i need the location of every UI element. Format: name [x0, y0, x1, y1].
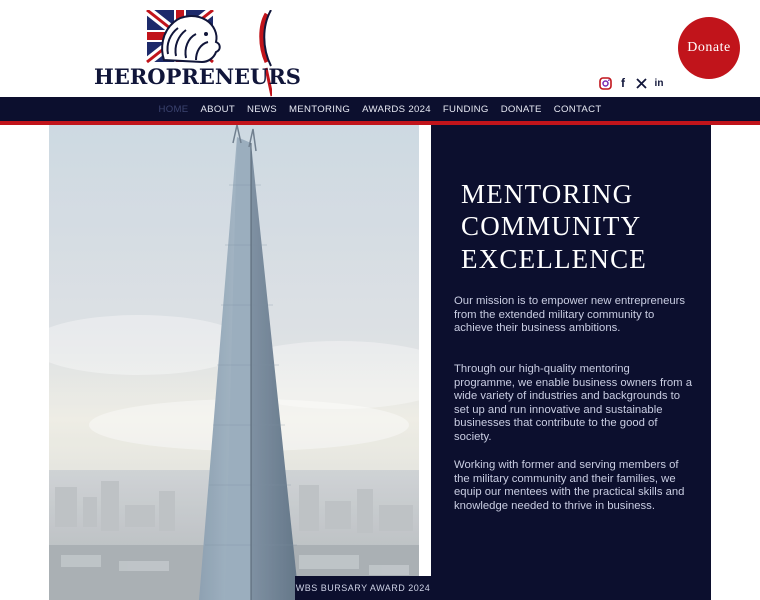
mission-paragraph: Our mission is to empower new entrepreneurs from the extended military community to achieve their business ambitions.	[454, 295, 686, 335]
programme-paragraph: Through our high-quality mentoring programme, we enable business owners from a wide variety of industries and backgrounds to set up and run innovative and sustainable businesses that contribute to the good of society.	[454, 363, 692, 443]
headline-line-2: COMMUNITY	[461, 211, 642, 241]
x-icon[interactable]	[634, 76, 648, 90]
nav-item-news[interactable]: NEWS	[247, 103, 277, 115]
instagram-icon[interactable]	[598, 76, 612, 90]
headline-line-1: MENTORING	[461, 179, 634, 209]
community-paragraph: Working with former and serving members of the military community and their families, we equip our mentees with the practical skills and knowledge needed to thrive in business.	[454, 459, 685, 512]
main-nav	[0, 97, 760, 121]
linkedin-icon[interactable]: in	[654, 77, 664, 89]
nav-item-donate[interactable]: DONATE	[500, 103, 542, 115]
headline-line-3: EXCELLENCE	[461, 244, 647, 274]
nav-item-home[interactable]: HOME	[158, 103, 189, 115]
photo-divider	[419, 125, 431, 600]
facebook-icon[interactable]: f	[621, 76, 625, 90]
nav-item-funding[interactable]: FUNDING	[442, 103, 489, 115]
nav-item-about[interactable]: ABOUT	[200, 103, 236, 115]
logo-wordmark: HEROPRENEURS	[94, 64, 301, 89]
nav-item-awards-2024[interactable]: AWARDS 2024	[362, 103, 431, 115]
award-label[interactable]: WBS BURSARY AWARD 2024	[295, 576, 431, 600]
nav-item-mentoring[interactable]: MENTORING	[289, 103, 351, 115]
nav-item-contact[interactable]: CONTACT	[553, 103, 602, 115]
hero-photo-shard	[49, 125, 419, 600]
donate-button[interactable]: Donate	[678, 17, 740, 79]
